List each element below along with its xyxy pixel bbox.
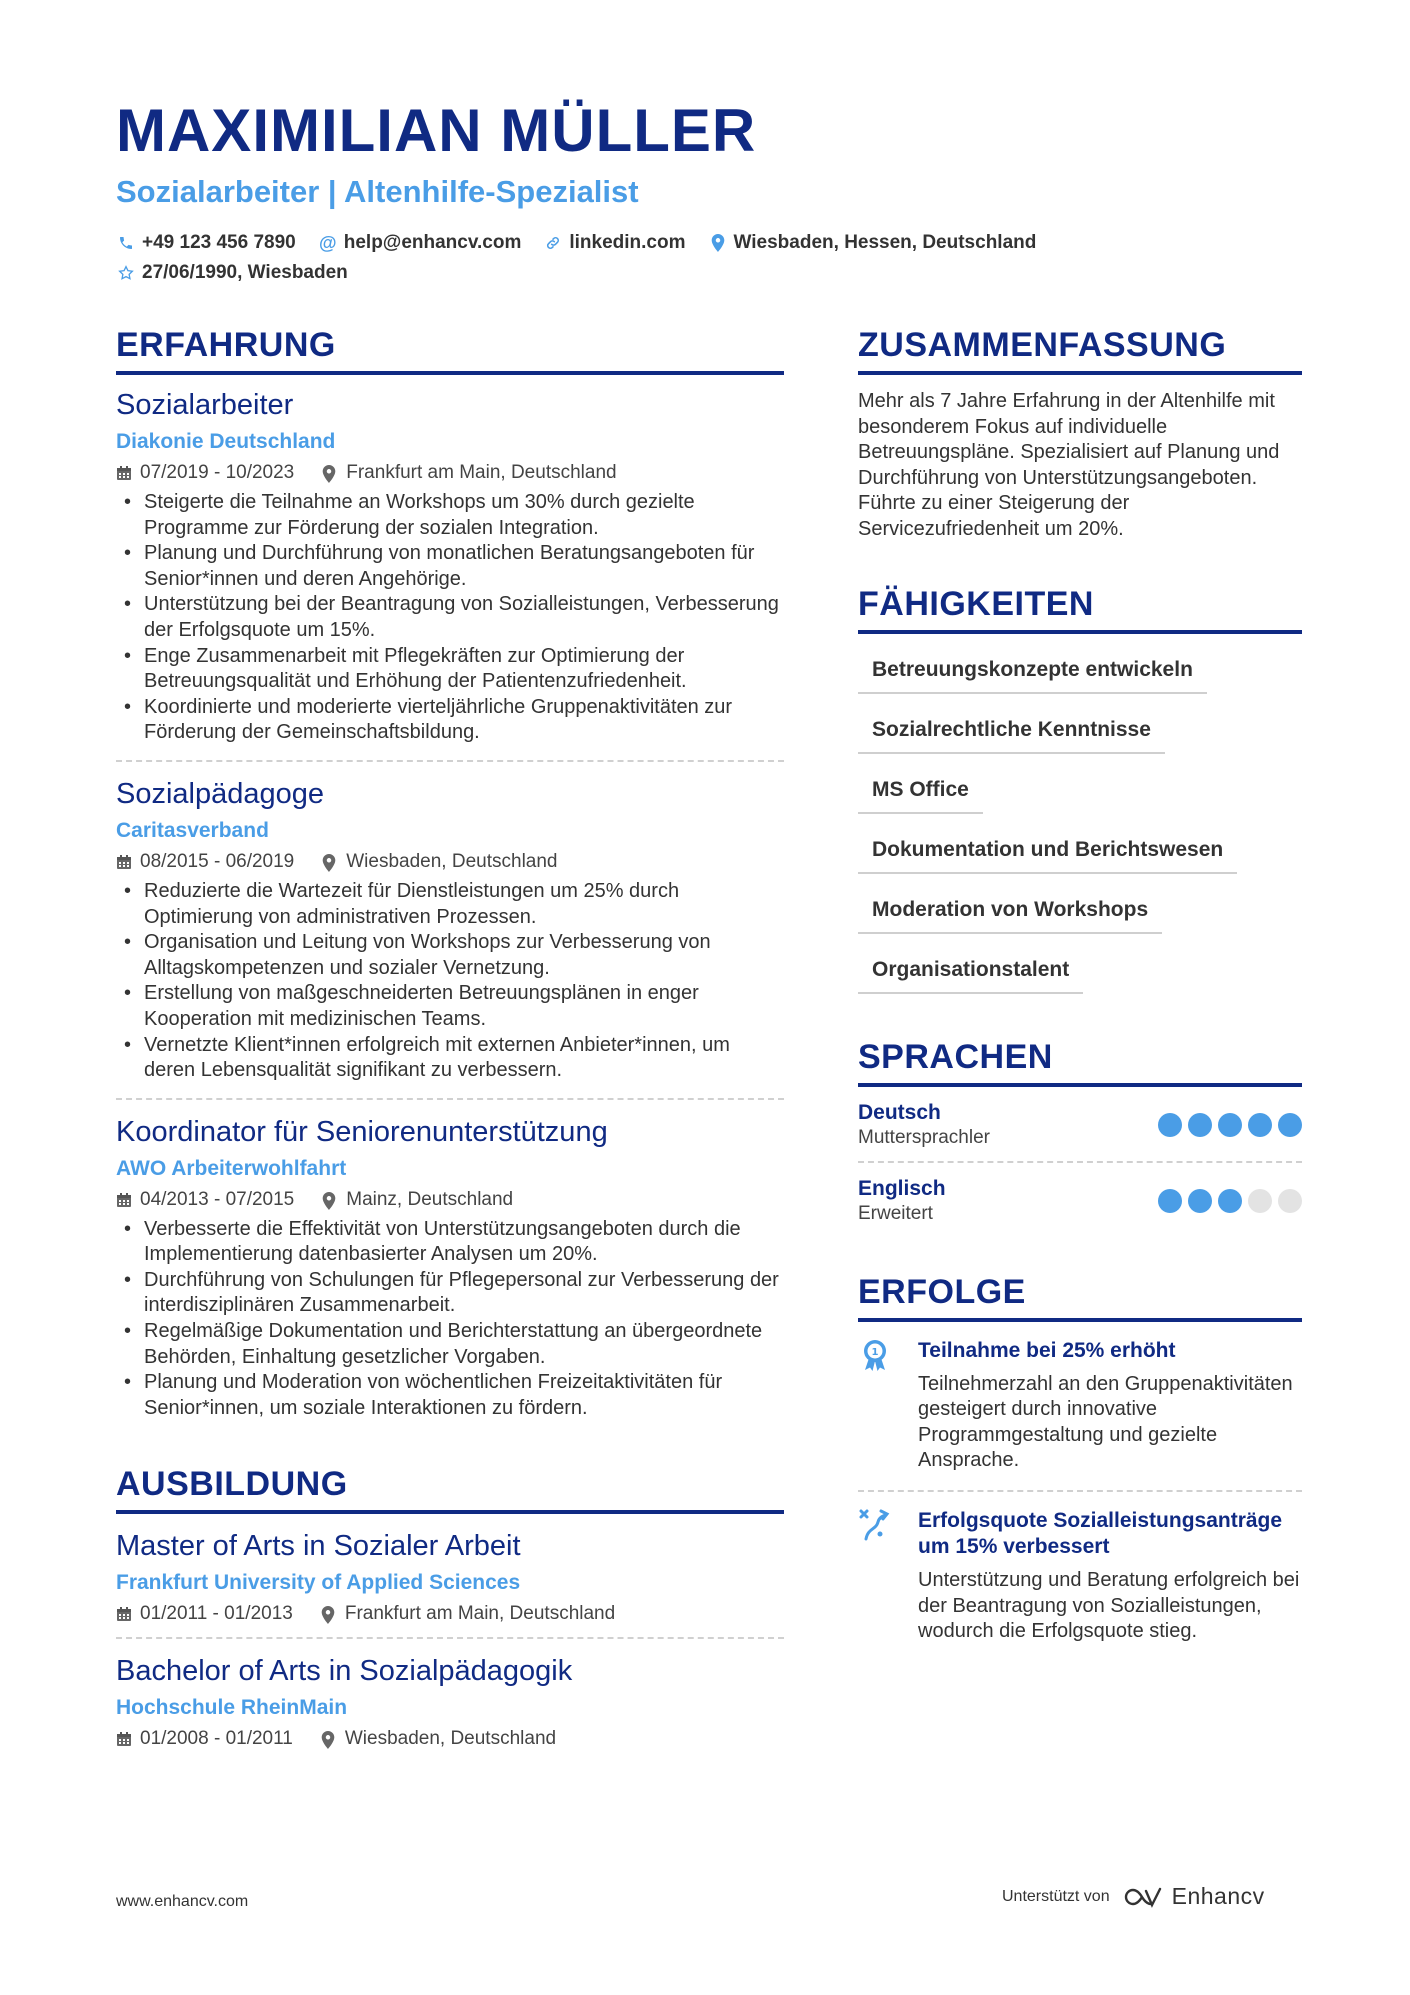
date-location-row	[116, 1728, 784, 1750]
linkedin-text: linkedin.com	[569, 232, 686, 253]
skill-tag: Dokumentation und Berichtswesen	[858, 832, 1237, 874]
skill-tag: Moderation von Workshops	[858, 892, 1162, 934]
location	[322, 462, 616, 484]
education-list	[116, 1514, 784, 1762]
degree-title: Master of Arts in Sozialer Arbeit	[116, 1530, 521, 1563]
language-info	[858, 1177, 946, 1225]
svg-text:1: 1	[871, 1346, 879, 1358]
contact-location	[708, 232, 1037, 254]
company-name: Diakonie Deutschland	[116, 430, 336, 453]
language-entry	[858, 1163, 1302, 1237]
skill-tag: MS Office	[858, 772, 983, 814]
date-text: 07/2019 - 10/2023	[140, 462, 295, 483]
bullet-item: • Steigerte die Teilnahme an Workshops um 30% durch gezielte Programme zur Förderung der sozialen Integration.	[116, 490, 784, 541]
skill-tag: Organisationstalent	[858, 952, 1083, 994]
language-name: Deutsch	[858, 1100, 941, 1124]
language-level: Muttersprachler	[858, 1126, 990, 1148]
achievement-entry	[858, 1492, 1302, 1661]
contact-birth	[116, 262, 348, 284]
date-text: 01/2011 - 01/2013	[140, 1603, 293, 1625]
language-name: Englisch	[858, 1176, 946, 1200]
date-location-row	[116, 462, 784, 484]
school-name: Frankfurt University of Applied Sciences	[116, 1571, 521, 1595]
degree-title: Bachelor of Arts in Sozialpädagogik	[116, 1655, 573, 1688]
rating-dot	[1248, 1113, 1272, 1137]
achievement-title: Erfolgsquote Sozialleistungsanträge um 15% verbessert	[918, 1508, 1283, 1558]
location-pin-icon	[708, 233, 728, 253]
contact-email[interactable]	[318, 232, 522, 254]
date-text: 01/2008 - 01/2011	[140, 1728, 293, 1750]
location-text: Wiesbaden, Deutschland	[344, 1728, 557, 1750]
language-rating	[1152, 1189, 1302, 1213]
skills-heading: FÄHIGKEITEN	[858, 585, 1302, 634]
job-title: Sozialarbeiter	[116, 389, 294, 421]
enhancv-logo[interactable]	[1122, 1883, 1265, 1910]
location-text: Frankfurt am Main, Deutschland	[344, 1603, 616, 1625]
summary-heading: ZUSAMMENFASSUNG	[858, 326, 1302, 375]
languages-list	[858, 1087, 1302, 1237]
language-level: Erweitert	[858, 1202, 933, 1224]
location	[322, 1189, 513, 1211]
rating-dot	[1188, 1189, 1212, 1213]
education-heading: AUSBILDUNG	[116, 1465, 784, 1514]
calendar-icon	[116, 465, 132, 481]
rating-dot	[1218, 1113, 1242, 1137]
footer-powered-by	[1002, 1883, 1265, 1910]
bullet-item: • Unterstützung bei der Beantragung von Sozialleistungen, Verbesserung der Erfolgsquote um 15%.	[116, 592, 784, 643]
bullet-item: • Organisation und Leitung von Workshops zur Verbesserung von Alltagskompetenzen und sozialer Vernetzung.	[116, 930, 784, 981]
location	[322, 851, 557, 873]
achievement-body	[918, 1338, 1302, 1474]
skill-row	[858, 832, 1302, 892]
skill-tag: Sozialrechtliche Kenntnisse	[858, 712, 1165, 754]
strategy-path-icon	[858, 1508, 892, 1542]
bullet-item: • Reduzierte die Wartezeit für Dienstleistungen um 25% durch Optimierung von administrativen Prozessen.	[116, 879, 784, 930]
bullet-item: • Planung und Moderation von wöchentlichen Freizeitaktivitäten für Senior*innen, um soziale Interaktionen zu fördern.	[116, 1370, 784, 1421]
rating-dot	[1158, 1113, 1182, 1137]
location-pin-icon	[322, 854, 338, 870]
date-location-row	[116, 1189, 784, 1211]
enhancv-brand-text: Enhancv	[1171, 1883, 1265, 1909]
location-pin-icon	[321, 1606, 337, 1622]
job-title: Koordinator für Seniorenunterstützung	[116, 1115, 608, 1148]
award-ribbon-icon	[858, 1338, 892, 1372]
candidate-title: Sozialarbeiter | Altenhilfe-Spezialist	[116, 174, 639, 209]
contact-info	[116, 228, 1316, 288]
achievement-description: Teilnehmerzahl an den Gruppenaktivitäten gesteigert durch innovative Programmgestaltung und gezielte Ansprache.	[918, 1372, 1293, 1472]
bullet-item: • Enge Zusammenarbeit mit Pflegekräften zur Optimierung der Betreuungsqualität und Erhöhung der Patientenzufriedenheit.	[116, 644, 784, 695]
job-title: Sozialpädagoge	[116, 777, 325, 810]
bullet-item: • Vernetzte Klient*innen erfolgreich mit externen Anbieter*innen, um deren Lebensqualität signifikant zu verbessern.	[116, 1033, 784, 1084]
location-text: Frankfurt am Main, Deutschland	[346, 462, 617, 483]
footer-website[interactable]: www.enhancv.com	[116, 1893, 249, 1910]
language-info	[858, 1101, 990, 1149]
left-column	[116, 326, 784, 1762]
experience-list	[116, 375, 784, 1435]
location-text: Wiesbaden, Deutschland	[346, 850, 558, 872]
company-name: AWO Arbeiterwohlfahrt	[116, 1156, 347, 1180]
summary-text: Mehr als 7 Jahre Erfahrung in der Altenhilfe mit besonderem Fokus auf individuelle Betreuungspläne. Spezialisiert auf Planung und Durchführung von Unterstützungsangeboten. Führte zu einer Steigerung der Servicezufriedenheit um 20%.	[858, 390, 1280, 540]
link-icon	[543, 233, 563, 253]
skill-row	[858, 772, 1302, 832]
education-entry	[116, 1514, 784, 1639]
location-pin-icon	[322, 465, 338, 481]
date-range	[116, 462, 294, 484]
experience-entry	[116, 375, 784, 762]
at-icon: @	[318, 232, 337, 253]
location-text: Mainz, Deutschland	[346, 1188, 514, 1210]
location-pin-icon	[321, 1731, 337, 1747]
contact-phone[interactable]	[116, 232, 296, 254]
date-text: 08/2015 - 06/2019	[140, 850, 295, 872]
birth-text: 27/06/1990, Wiesbaden	[142, 262, 348, 283]
phone-text: +49 123 456 7890	[142, 232, 296, 253]
achievement-bullets	[116, 879, 784, 1084]
rating-dot	[1218, 1189, 1242, 1213]
location	[321, 1603, 615, 1625]
bullet-item: • Erstellung von maßgeschneiderten Betreuungsplänen in enger Kooperation mit medizinischen Teams.	[116, 981, 784, 1032]
skill-row	[858, 952, 1302, 1012]
achievements-list	[858, 1322, 1302, 1661]
enhancv-logo-icon	[1122, 1885, 1166, 1909]
email-text: help@enhancv.com	[343, 232, 522, 253]
location-text: Wiesbaden, Hessen, Deutschland	[733, 232, 1037, 253]
calendar-icon	[116, 1192, 132, 1208]
bullet-item: • Verbesserte die Effektivität von Unterstützungsangeboten durch die Implementierung datenbasierter Analysen um 20%.	[116, 1217, 784, 1268]
rating-dot	[1188, 1113, 1212, 1137]
experience-heading: ERFAHRUNG	[116, 326, 784, 375]
location	[321, 1728, 556, 1750]
skill-row	[858, 712, 1302, 772]
achievement-title: Teilnahme bei 25% erhöht	[918, 1338, 1176, 1362]
skill-tag: Betreuungskonzepte entwickeln	[858, 652, 1207, 694]
star-icon	[116, 263, 136, 283]
company-name: Caritasverband	[116, 818, 269, 842]
achievements-heading: ERFOLGE	[858, 1273, 1302, 1322]
date-range	[116, 851, 294, 873]
rating-dot	[1158, 1189, 1182, 1213]
calendar-icon	[116, 1731, 132, 1747]
skills-list	[858, 652, 1302, 1012]
achievement-entry	[858, 1322, 1302, 1492]
skill-row	[858, 652, 1302, 712]
bullet-item: • Regelmäßige Dokumentation und Berichterstattung an übergeordnete Behörden, Einhaltung gesetzlicher Vorgaben.	[116, 1319, 784, 1370]
skill-row	[858, 892, 1302, 952]
rating-dot	[1278, 1189, 1302, 1213]
experience-entry	[116, 762, 784, 1100]
bullet-item: • Planung und Durchführung von monatlichen Beratungsangeboten für Senior*innen und deren Angehörige.	[116, 541, 784, 592]
experience-entry	[116, 1100, 784, 1436]
achievement-bullets	[116, 490, 784, 746]
date-location-row	[116, 1603, 784, 1625]
school-name: Hochschule RheinMain	[116, 1696, 348, 1720]
date-range	[116, 1603, 293, 1625]
achievement-body	[918, 1508, 1302, 1645]
rating-dot	[1248, 1189, 1272, 1213]
education-entry	[116, 1639, 784, 1762]
powered-by-text: Unterstützt von	[1002, 1887, 1110, 1905]
right-column	[858, 326, 1302, 1661]
phone-icon	[116, 233, 136, 253]
bullet-item: • Koordinierte und moderierte vierteljährliche Gruppenaktivitäten zur Förderung der Gemeinschaftsbildung.	[116, 695, 784, 746]
bullet-item: • Durchführung von Schulungen für Pflegepersonal zur Verbesserung der interdisziplinären Zusammenarbeit.	[116, 1268, 784, 1319]
date-range	[116, 1189, 294, 1211]
location-pin-icon	[322, 1192, 338, 1208]
calendar-icon	[116, 1606, 132, 1622]
achievement-description: Unterstützung und Beratung erfolgreich bei der Beantragung von Sozialleistungen, wodurch die Erfolgsquote stieg.	[918, 1568, 1300, 1643]
candidate-name: MAXIMILIAN MÜLLER	[116, 97, 757, 164]
languages-heading: SPRACHEN	[858, 1038, 1302, 1087]
calendar-icon	[116, 854, 132, 870]
rating-dot	[1278, 1113, 1302, 1137]
achievement-bullets	[116, 1217, 784, 1422]
date-location-row	[116, 851, 784, 873]
language-entry	[858, 1087, 1302, 1163]
date-range	[116, 1728, 293, 1750]
language-rating	[1152, 1113, 1302, 1137]
date-text: 04/2013 - 07/2015	[140, 1188, 295, 1210]
contact-linkedin[interactable]	[543, 232, 685, 254]
